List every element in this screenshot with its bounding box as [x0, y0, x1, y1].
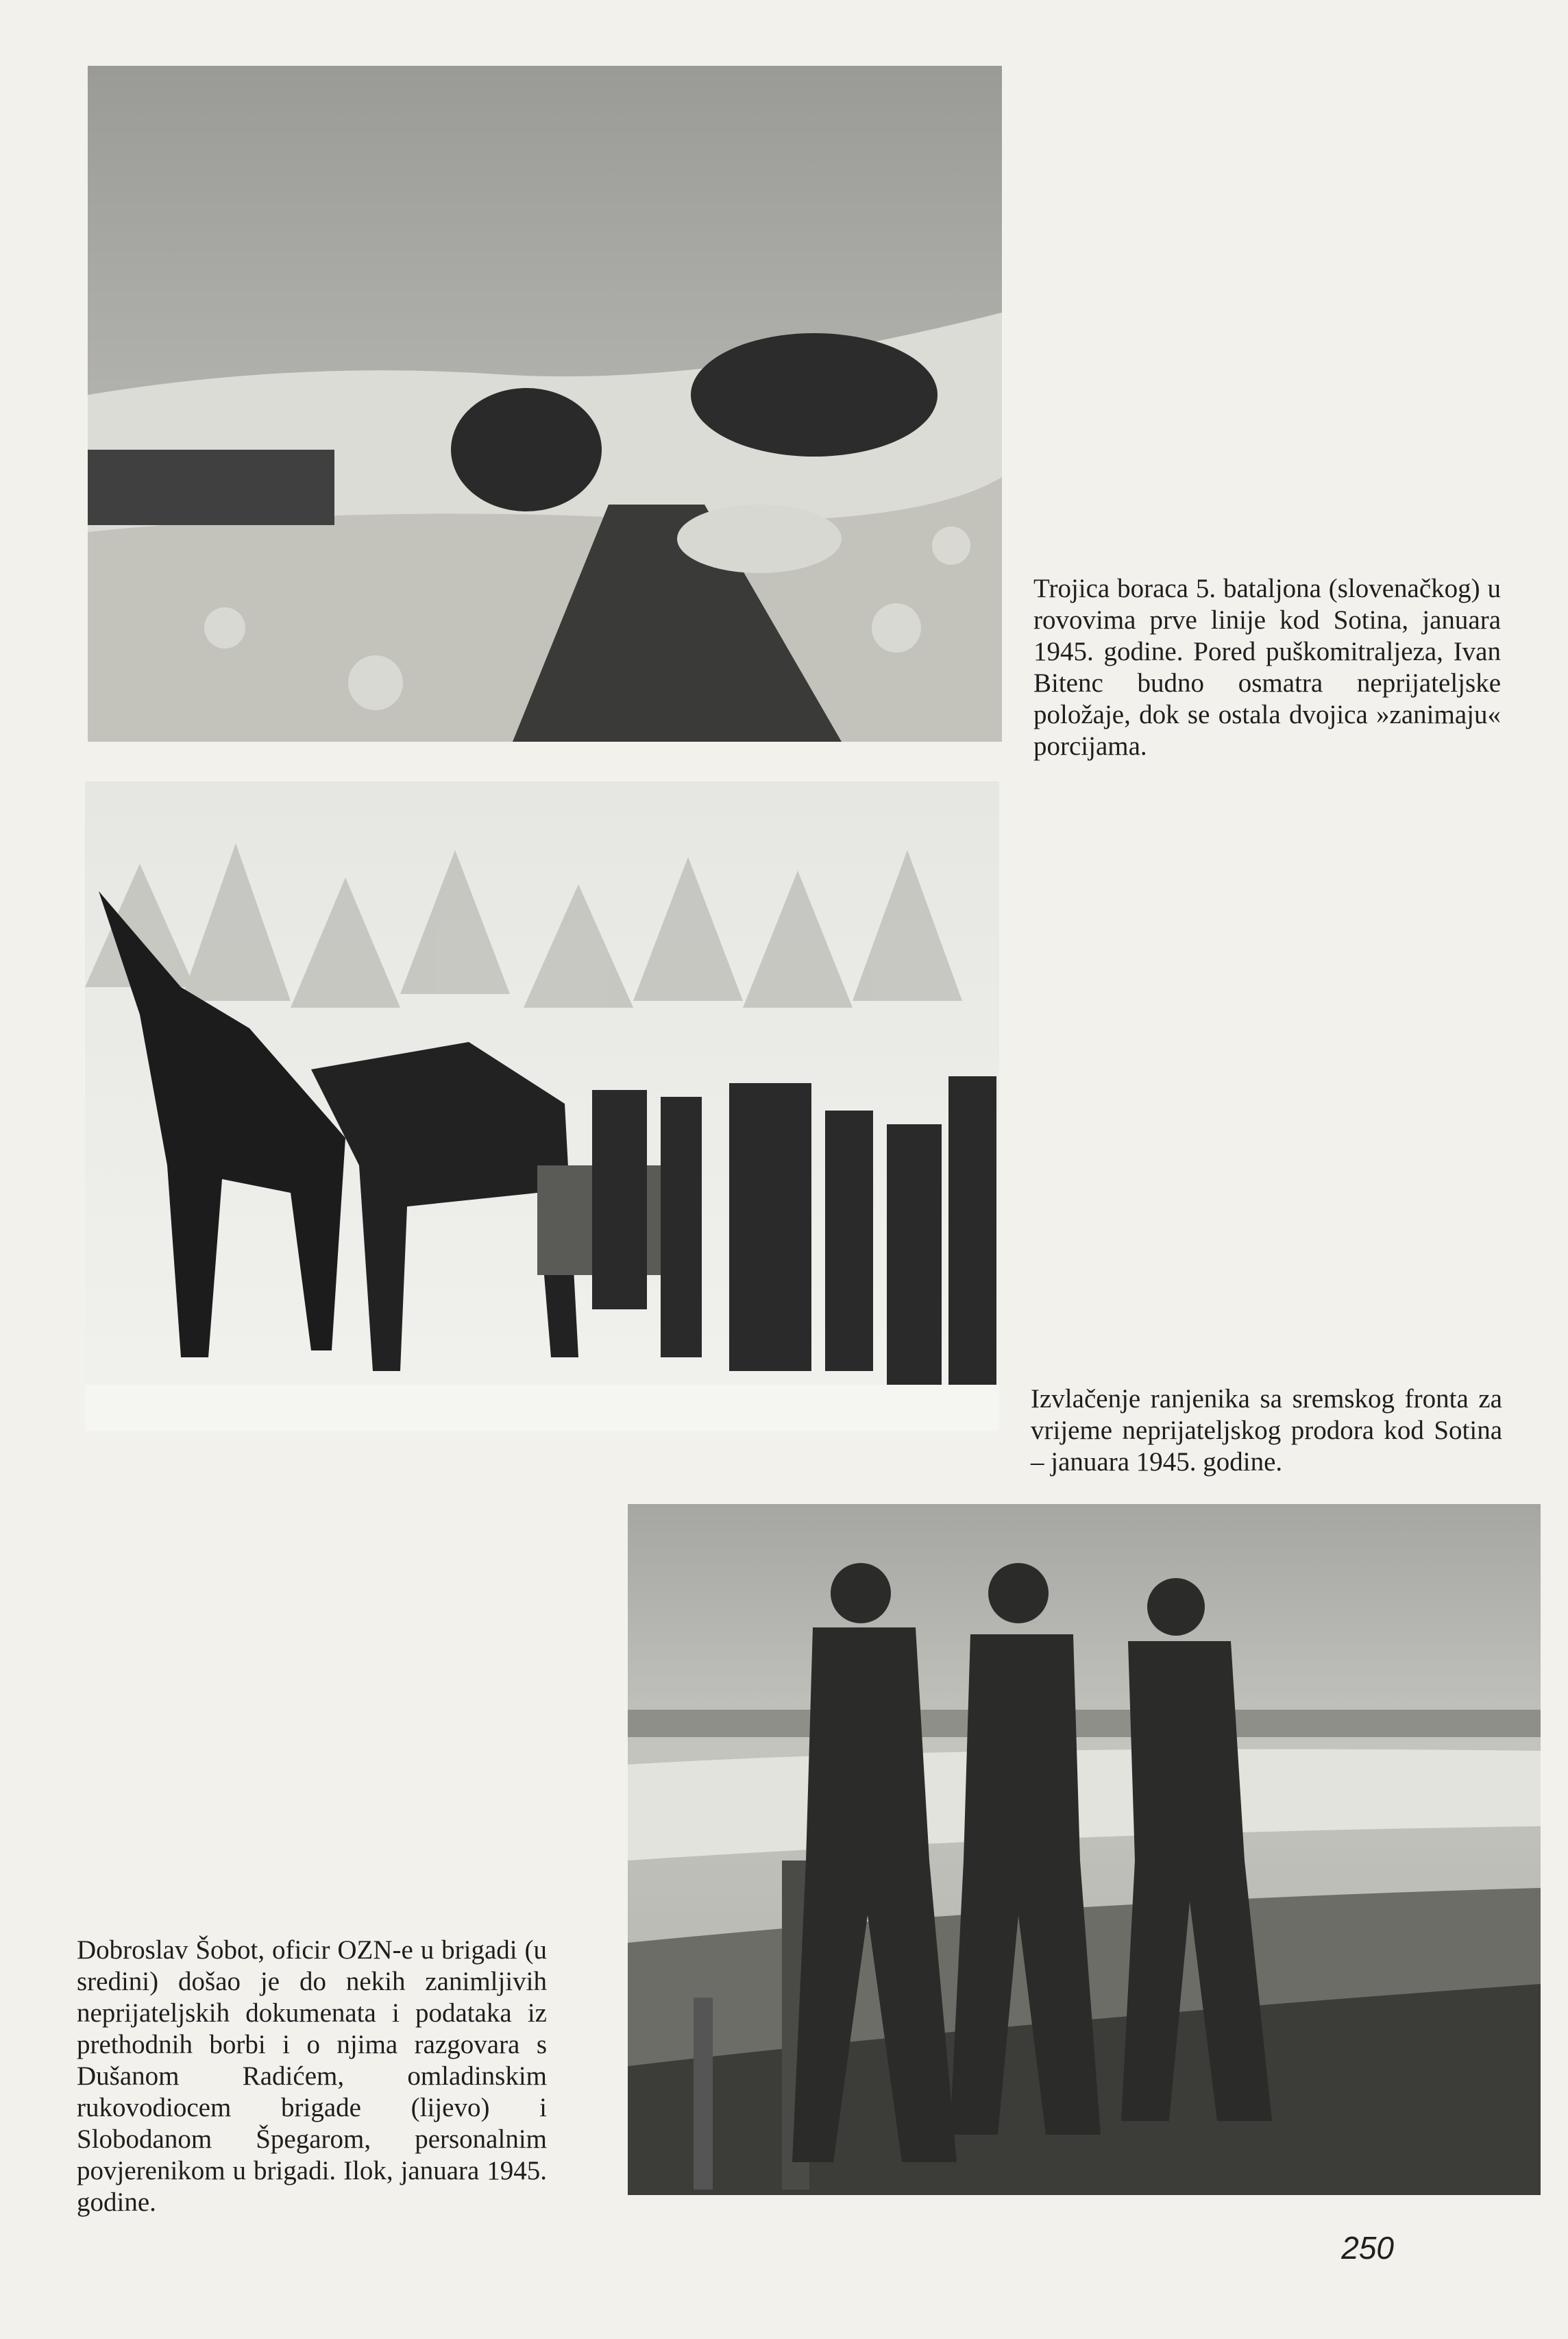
wounded-caption — [1031, 1383, 1502, 1478]
three-officers-photo-icon — [628, 1504, 1541, 2195]
trench-caption — [1033, 573, 1501, 762]
trench-photo — [88, 66, 1002, 742]
officers-caption-text: Dobroslav Šobot, oficir OZN-e u brigadi (u sredini) došao je do nekih zanimljivih neprijateljskih dokumenata i podataka iz prethodnih borbi i o njima razgovara s Dušanom Radićem, omladinskim rukovodiocem brigade (lijevo) i Slobodanom Špegarom, personalnim povjerenikom u brigadi. Ilok, januara 1945. godine. — [77, 1935, 547, 2218]
trench-caption-text: Trojica boraca 5. bataljona (slovenačkog) u rovovima prve linije kod Sotina, januara 1945. godine. Pored puškomitraljeza, Ivan Bitenc budno osmatra neprijateljske položaje, dok se ostala dvojica »zanimaju« porcijama. — [1033, 574, 1501, 762]
wounded-caption-text: Izvlačenje ranjenika sa sremskog fronta za vrijeme neprijateljskog prodora kod Sotina – januara 1945. godine. — [1031, 1384, 1502, 1477]
officers-photo — [628, 1504, 1541, 2195]
officers-caption — [77, 1935, 547, 2218]
trench-soldiers-photo-icon — [88, 66, 1002, 742]
horse-sled-photo-icon — [85, 781, 999, 1431]
page-number: 250 — [1341, 2230, 1394, 2266]
horse-sled-photo — [85, 781, 999, 1431]
